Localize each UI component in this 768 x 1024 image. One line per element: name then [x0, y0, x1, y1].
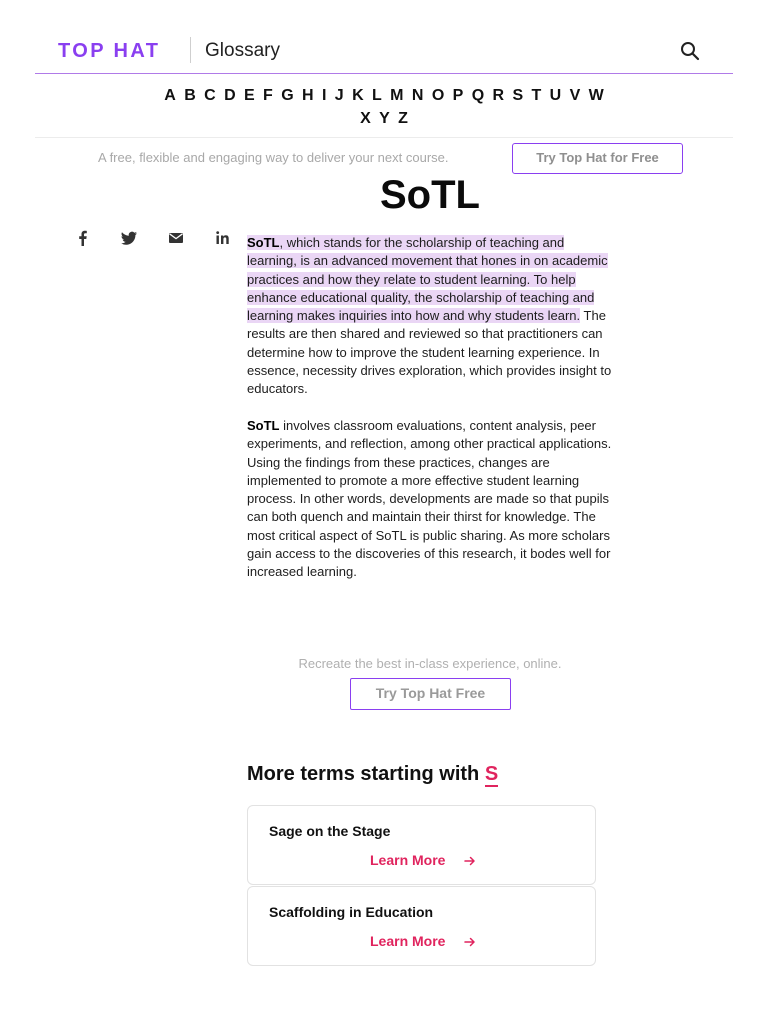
site-header	[35, 28, 733, 74]
email-icon[interactable]	[167, 229, 185, 247]
alphabet-letter-k[interactable]: K	[352, 87, 364, 104]
alphabet-letter-q[interactable]: Q	[471, 87, 485, 104]
divider	[35, 137, 733, 138]
alphabet-letter-n[interactable]: N	[411, 87, 424, 104]
alphabet-letter-j[interactable]: J	[334, 87, 344, 104]
alphabet-letter-l[interactable]: L	[372, 87, 382, 104]
top-hat-logo[interactable]: TOP HAT	[58, 40, 161, 62]
share-bar	[70, 229, 240, 247]
learn-more-link[interactable]: Learn More	[370, 852, 446, 868]
alphabet-letter-z[interactable]: Z	[398, 110, 408, 127]
alphabet-letter-y[interactable]: Y	[379, 110, 390, 127]
term-card-title: Scaffolding in Education	[269, 904, 434, 920]
more-terms-heading: More terms starting with S	[247, 763, 499, 785]
term-name: SoTL	[247, 235, 280, 250]
linkedin-icon[interactable]	[214, 229, 232, 247]
search-icon[interactable]	[680, 41, 700, 61]
arrow-right-icon	[464, 855, 476, 867]
alphabet-letter-e[interactable]: E	[244, 87, 255, 104]
alphabet-letter-v[interactable]: V	[569, 87, 581, 104]
try-top-hat-button[interactable]: Try Top Hat for Free	[512, 143, 683, 174]
learn-more-link[interactable]: Learn More	[370, 933, 446, 949]
alphabet-letter-r[interactable]: R	[492, 87, 505, 104]
highlighted-definition: SoTL, which stands for the scholarship of teaching and learning, is an advanced movement that hones in on academic practices and how they relate to student learning. To help enhance educational quality, the scholarship of teaching and learning makes inquiries into how and why students learn.	[247, 235, 608, 324]
header-divider	[190, 37, 191, 63]
alphabet-nav	[60, 84, 708, 130]
alphabet-letter-w[interactable]: W	[588, 87, 604, 104]
alphabet-letter-m[interactable]: M	[390, 87, 404, 104]
definition-paragraph-2: SoTL involves classroom evaluations, content analysis, peer experiments, and reflection, among other practical applications. Using the findings from these practices, changes are implemented to promote a more effective student learning process. In other words, developments are made so that pupils can both quench and maintain their thirst for knowledge. The most critical aspect of SoTL is public sharing. As more scholars gain access to the discoveries of this research, it bodes well for increased learning.	[247, 417, 612, 580]
term-name: SoTL	[247, 417, 280, 433]
alphabet-letter-o[interactable]: O	[431, 87, 445, 104]
definition-content	[247, 234, 615, 600]
glossary-link[interactable]: Glossary	[205, 40, 280, 61]
cta-text: Recreate the best in-class experience, online.	[298, 656, 562, 671]
alphabet-letter-g[interactable]: G	[281, 87, 294, 104]
alphabet-letter-x[interactable]: X	[360, 110, 371, 127]
page-title: SoTL	[380, 173, 480, 217]
term-card[interactable]	[247, 886, 596, 966]
term-card[interactable]	[247, 805, 596, 885]
alphabet-letter-c[interactable]: C	[204, 87, 216, 104]
alphabet-letter-p[interactable]: P	[452, 87, 464, 104]
alphabet-letter-d[interactable]: D	[224, 87, 236, 104]
try-top-hat-free-button[interactable]: Try Top Hat Free	[350, 678, 511, 710]
alphabet-letter-h[interactable]: H	[302, 87, 314, 104]
twitter-icon[interactable]	[120, 229, 138, 247]
definition-paragraph-1: SoTL, which stands for the scholarship of teaching and learning, is an advanced movement that hones in on academic practices and how they relate to student learning. To help enhance educational quality, the scholarship of teaching and learning makes inquiries into how and why students learn. The results are then shared and reviewed so that practitioners can determine how to improve the student learning experience. In essence, necessity drives exploration, which provides insight to educators.	[247, 235, 612, 397]
alphabet-letter-b[interactable]: B	[184, 87, 196, 104]
arrow-right-icon	[464, 936, 476, 948]
letter-link[interactable]: S	[484, 763, 499, 785]
promo-text: A free, flexible and engaging way to deliver your next course.	[98, 150, 449, 165]
facebook-icon[interactable]	[74, 229, 92, 247]
alphabet-letter-i[interactable]: I	[321, 87, 327, 104]
alphabet-letter-a[interactable]: A	[164, 87, 176, 104]
term-card-title: Sage on the Stage	[269, 823, 391, 839]
alphabet-letter-u[interactable]: U	[549, 87, 562, 104]
alphabet-letter-f[interactable]: F	[263, 87, 273, 104]
alphabet-letter-s[interactable]: S	[512, 87, 524, 104]
alphabet-letter-t[interactable]: T	[531, 87, 542, 104]
